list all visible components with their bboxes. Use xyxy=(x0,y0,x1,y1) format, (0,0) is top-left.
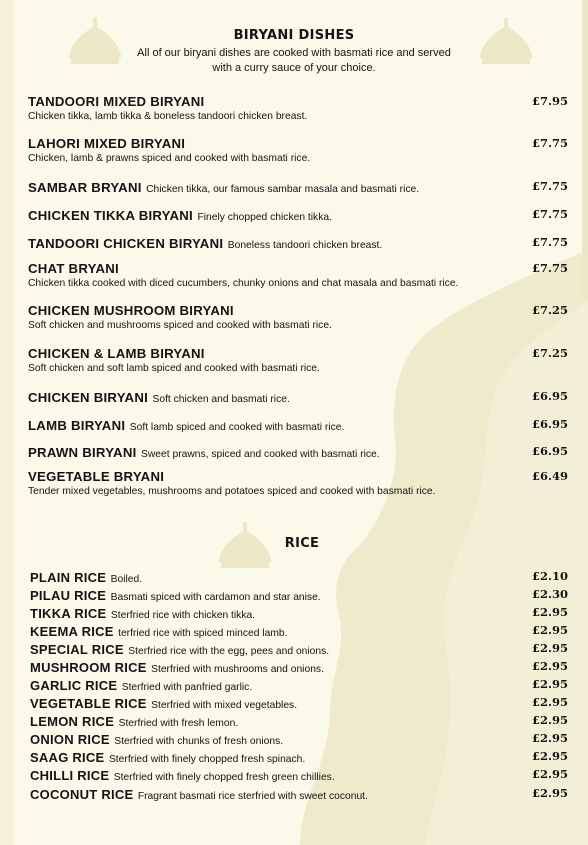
item-price: £6.95 xyxy=(531,444,568,458)
item-price: £7.75 xyxy=(531,136,568,150)
item-price: £2.95 xyxy=(531,677,568,691)
item-price: £2.10 xyxy=(531,569,568,583)
menu-item xyxy=(28,469,568,497)
menu-item xyxy=(28,417,568,435)
item-price: £2.95 xyxy=(531,641,568,655)
menu-item xyxy=(28,346,568,374)
item-price: £2.95 xyxy=(531,695,568,709)
item-price: £2.95 xyxy=(531,786,568,800)
item-name: CHICKEN MUSHROOM BIRYANI xyxy=(28,303,234,318)
item-name: CHICKEN & LAMB BIRYANI xyxy=(28,346,205,361)
item-name: PLAIN RICE xyxy=(30,570,107,585)
item-name: CHAT BRYANI xyxy=(28,261,119,276)
menu-item xyxy=(28,444,568,462)
rice-section-title: RICE xyxy=(284,536,320,551)
item-price: £2.95 xyxy=(531,767,568,781)
menu-item xyxy=(28,94,568,122)
item-desc: Sterfried with finely chopped fresh green chillies. xyxy=(113,772,335,783)
menu-item xyxy=(28,303,568,331)
item-price: £2.95 xyxy=(531,731,568,745)
menu-item xyxy=(28,261,568,289)
item-price: £7.25 xyxy=(531,303,568,317)
menu-item xyxy=(30,605,568,623)
menu-item xyxy=(28,179,568,197)
menu-item xyxy=(28,207,568,225)
item-desc: terfried rice with spiced minced lamb. xyxy=(118,628,288,639)
item-desc: Chicken tikka cooked with diced cucumbers, chunky onions and chat masala and basmati rice. xyxy=(28,278,459,289)
item-desc: Soft chicken and soft lamb spiced and cooked with basmati rice. xyxy=(28,363,320,374)
item-desc: Sterfried with mixed vegetables. xyxy=(151,700,298,711)
item-name: PILAU RICE xyxy=(30,588,107,603)
item-desc: Soft chicken and basmati rice. xyxy=(152,394,290,405)
menu-item xyxy=(28,235,568,253)
menu-item xyxy=(28,389,568,407)
menu-item xyxy=(30,677,568,695)
item-name: LAHORI MIXED BIRYANI xyxy=(28,136,186,151)
item-desc: Sterfried rice with chicken tikka. xyxy=(110,610,256,621)
item-name: TANDOORI CHICKEN BIRYANI xyxy=(28,236,224,251)
item-name: MUSHROOM RICE xyxy=(30,660,147,675)
item-name: CHICKEN TIKKA BIRYANI xyxy=(28,208,193,223)
item-name: LEMON RICE xyxy=(30,714,115,729)
item-name: VEGETABLE RICE xyxy=(30,696,147,711)
menu-item xyxy=(30,786,568,804)
item-price: £2.30 xyxy=(531,587,568,601)
item-price: £7.75 xyxy=(531,179,568,193)
item-price: £2.95 xyxy=(531,749,568,763)
item-price: £7.75 xyxy=(531,235,568,249)
item-desc: Finely chopped chicken tikka. xyxy=(197,212,332,223)
item-desc: Sterfried with chunks of fresh onions. xyxy=(114,736,284,747)
item-name: PRAWN BIRYANI xyxy=(28,445,137,460)
menu-item xyxy=(30,713,568,731)
item-name: TANDOORI MIXED BIRYANI xyxy=(28,94,205,109)
item-name: COCONUT RICE xyxy=(30,787,134,802)
item-price: £6.95 xyxy=(531,389,568,403)
item-name: CHICKEN BIRYANI xyxy=(28,390,149,405)
item-desc: Chicken tikka, lamb tikka & boneless tandoori chicken breast. xyxy=(28,111,308,122)
item-desc: Soft lamb spiced and cooked with basmati rice. xyxy=(129,422,345,433)
menu-item xyxy=(30,767,568,785)
item-desc: Sterfried with finely chopped fresh spinach. xyxy=(108,754,306,765)
menu-item xyxy=(28,136,568,164)
item-desc: Chicken, lamb & prawns spiced and cooked with basmati rice. xyxy=(28,153,311,164)
item-desc: Sweet prawns, spiced and cooked with basmati rice. xyxy=(140,449,380,460)
item-desc: Basmati spiced with cardamon and star anise. xyxy=(110,592,321,603)
item-price: £7.75 xyxy=(531,207,568,221)
item-desc: Sterfried rice with the egg, pees and onions. xyxy=(128,646,330,657)
item-price: £2.95 xyxy=(531,623,568,637)
biryani-intro xyxy=(120,46,468,76)
item-desc: Boiled. xyxy=(110,574,143,585)
menu-item xyxy=(30,695,568,713)
item-desc: Sterfried with mushrooms and onions. xyxy=(151,664,324,675)
item-desc: Sterfried with fresh lemon. xyxy=(118,718,239,729)
item-name: CHILLI RICE xyxy=(30,768,110,783)
item-name: KEEMA RICE xyxy=(30,624,114,639)
menu-item xyxy=(30,749,568,767)
item-name: SPECIAL RICE xyxy=(30,642,124,657)
item-name: GARLIC RICE xyxy=(30,678,118,693)
item-name: LAMB BIRYANI xyxy=(28,418,126,433)
item-price: £7.25 xyxy=(531,346,568,360)
item-price: £2.95 xyxy=(531,605,568,619)
item-name: SAMBAR BRYANI xyxy=(28,180,142,195)
item-desc: Soft chicken and mushrooms spiced and cooked with basmati rice. xyxy=(28,320,332,331)
menu-item xyxy=(30,731,568,749)
item-name: VEGETABLE BRYANI xyxy=(28,469,165,484)
item-desc: Boneless tandoori chicken breast. xyxy=(227,240,383,251)
item-price: £6.95 xyxy=(531,417,568,431)
item-name: TIKKA RICE xyxy=(30,606,107,621)
biryani-intro-line-2: with a curry sauce of your choice. xyxy=(212,62,376,74)
item-desc: Tender mixed vegetables, mushrooms and potatoes spiced and cooked with basmati rice. xyxy=(28,486,436,497)
menu-item xyxy=(30,641,568,659)
item-price: £2.95 xyxy=(531,659,568,673)
item-desc: Fragrant basmati rice sterfried with sweet coconut. xyxy=(137,791,368,802)
menu-item xyxy=(30,587,568,605)
item-price: £7.75 xyxy=(531,261,568,275)
menu-item xyxy=(30,659,568,677)
item-name: SAAG RICE xyxy=(30,750,105,765)
item-price: £2.95 xyxy=(531,713,568,727)
item-price: £6.49 xyxy=(531,469,568,483)
menu-item xyxy=(30,623,568,641)
item-name: ONION RICE xyxy=(30,732,110,747)
item-price: £7.95 xyxy=(531,94,568,108)
item-desc: Sterfried with panfried garlic. xyxy=(121,682,253,693)
biryani-intro-line-1: All of our biryani dishes are cooked with basmati rice and served xyxy=(137,47,451,59)
menu-item xyxy=(30,569,568,587)
biryani-section-title: BIRYANI DISHES xyxy=(233,28,355,43)
item-desc: Chicken tikka, our famous sambar masala and basmati rice. xyxy=(146,184,420,195)
